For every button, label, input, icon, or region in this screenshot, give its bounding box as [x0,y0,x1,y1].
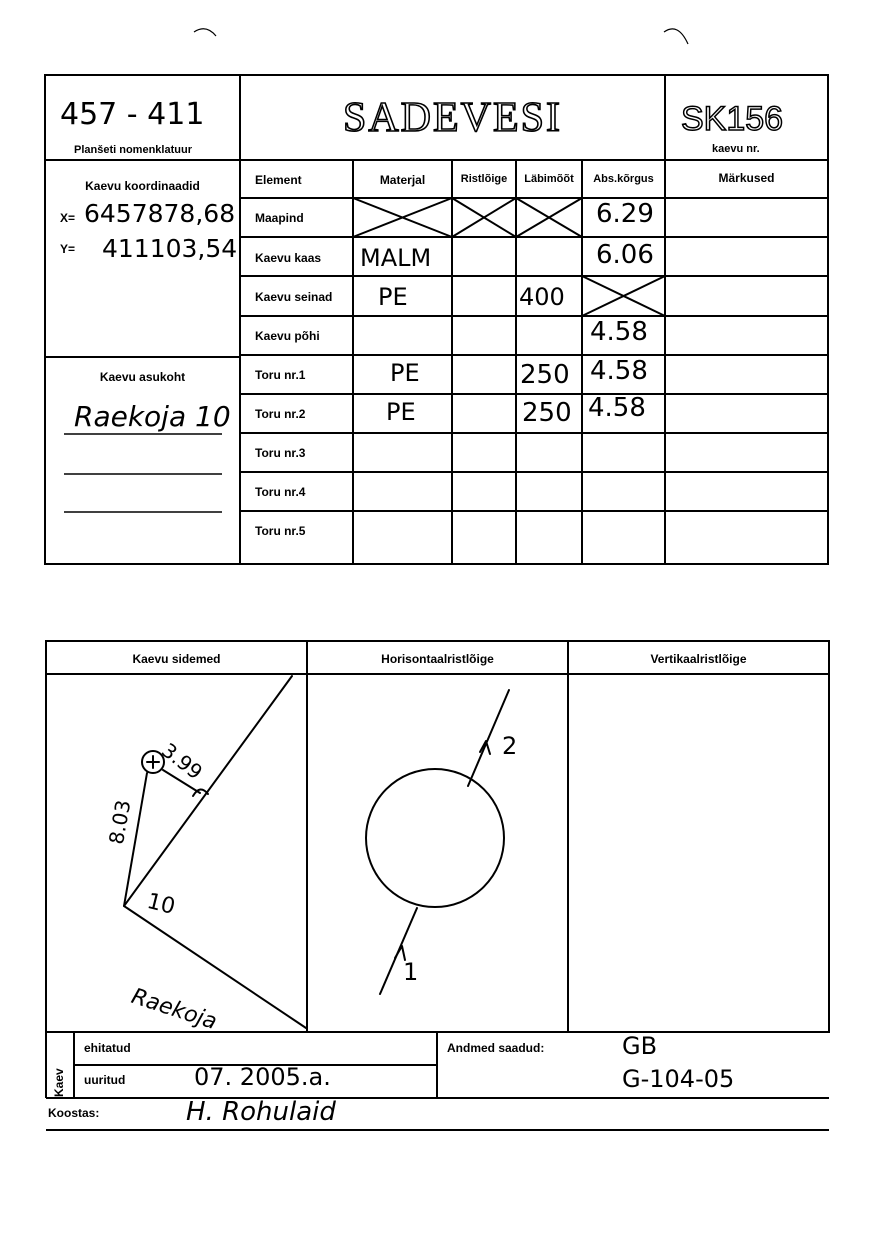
data-source-value-2: G-104-05 [622,1065,735,1093]
well-number-value: SK156 [681,100,784,138]
horizontal-section-header: Horisontaalristlõige [381,652,494,666]
x-prefix: X= [60,211,76,225]
y-prefix: Y= [60,242,76,256]
height-ground: 6.29 [596,199,654,229]
ties-header: Kaevu sidemed [132,652,221,666]
col-header-abs-height: Abs.kõrgus [593,173,654,185]
well-number-label: kaevu nr. [712,143,760,155]
building-outline [124,676,306,1028]
diameter-pipe-1: 250 [520,360,570,390]
well-cross-section-circle [366,769,504,907]
material-pipe-2: PE [386,398,416,426]
data-source-value-1: GB [622,1032,658,1060]
surveyed-label: uuritud [84,1073,126,1087]
author-label: Koostas: [48,1106,100,1120]
col-header-diameter: Läbimõõt [524,173,574,185]
row-element-pipe-5: Toru nr.5 [255,524,306,538]
location-label: Kaevu asukoht [99,370,186,384]
built-label: ehitatud [84,1041,131,1055]
distance-label-3-99: 3.99 [157,738,208,785]
plansheet-label: Planšeti nomenklatuur [74,144,192,156]
row-element-pipe-1: Toru nr.1 [255,368,306,382]
data-source-label: Andmed saadud: [447,1041,545,1055]
height-pipe-1: 4.58 [590,356,648,386]
row-element-pipe-3: Toru nr.3 [255,446,306,460]
material-lid: MALM [360,244,432,272]
height-bottom: 4.58 [590,317,648,347]
row-element-pipe-2: Toru nr.2 [255,407,306,421]
coordinates-label: Kaevu koordinaadid [85,179,200,193]
distance-label-8-03: 8.03 [104,798,136,847]
col-header-cross-section: Ristlõige [460,173,508,185]
row-element-pipe-4: Toru nr.4 [255,485,306,499]
material-walls: PE [378,283,408,311]
col-header-element: Element [255,173,302,187]
diameter-pipe-2: 250 [522,398,572,428]
well-side-label: Kaev [52,1068,66,1097]
col-header-material: Materjal [379,173,426,187]
y-coordinate: 411103,54 [102,234,238,263]
distance-label-10: 10 [144,888,178,921]
material-pipe-1: PE [390,359,420,387]
vertical-section-header: Vertikaalristlõige [650,652,747,666]
location-value: Raekoja 10 [74,400,231,433]
diameter-walls: 400 [519,283,565,311]
x-coordinate: 6457878,68 [84,199,236,228]
height-pipe-2: 4.58 [588,393,646,423]
street-label: Raekoja [128,984,220,1036]
author-value: H. Rohulaid [186,1097,336,1127]
form-title: SADEVESI [342,95,562,141]
row-element-ground: Maapind [255,211,304,225]
row-element-bottom: Kaevu põhi [255,329,320,343]
pipe-2-label: 2 [502,732,518,760]
surveyed-date: 07. 2005.a. [194,1063,331,1091]
col-header-remarks: Märkused [718,171,775,185]
row-element-walls: Kaevu seinad [255,290,333,304]
pipe-1-label: 1 [403,958,419,986]
plansheet-value: 457 - 411 [60,97,205,132]
row-element-lid: Kaevu kaas [255,251,322,265]
height-lid: 6.06 [596,240,654,270]
